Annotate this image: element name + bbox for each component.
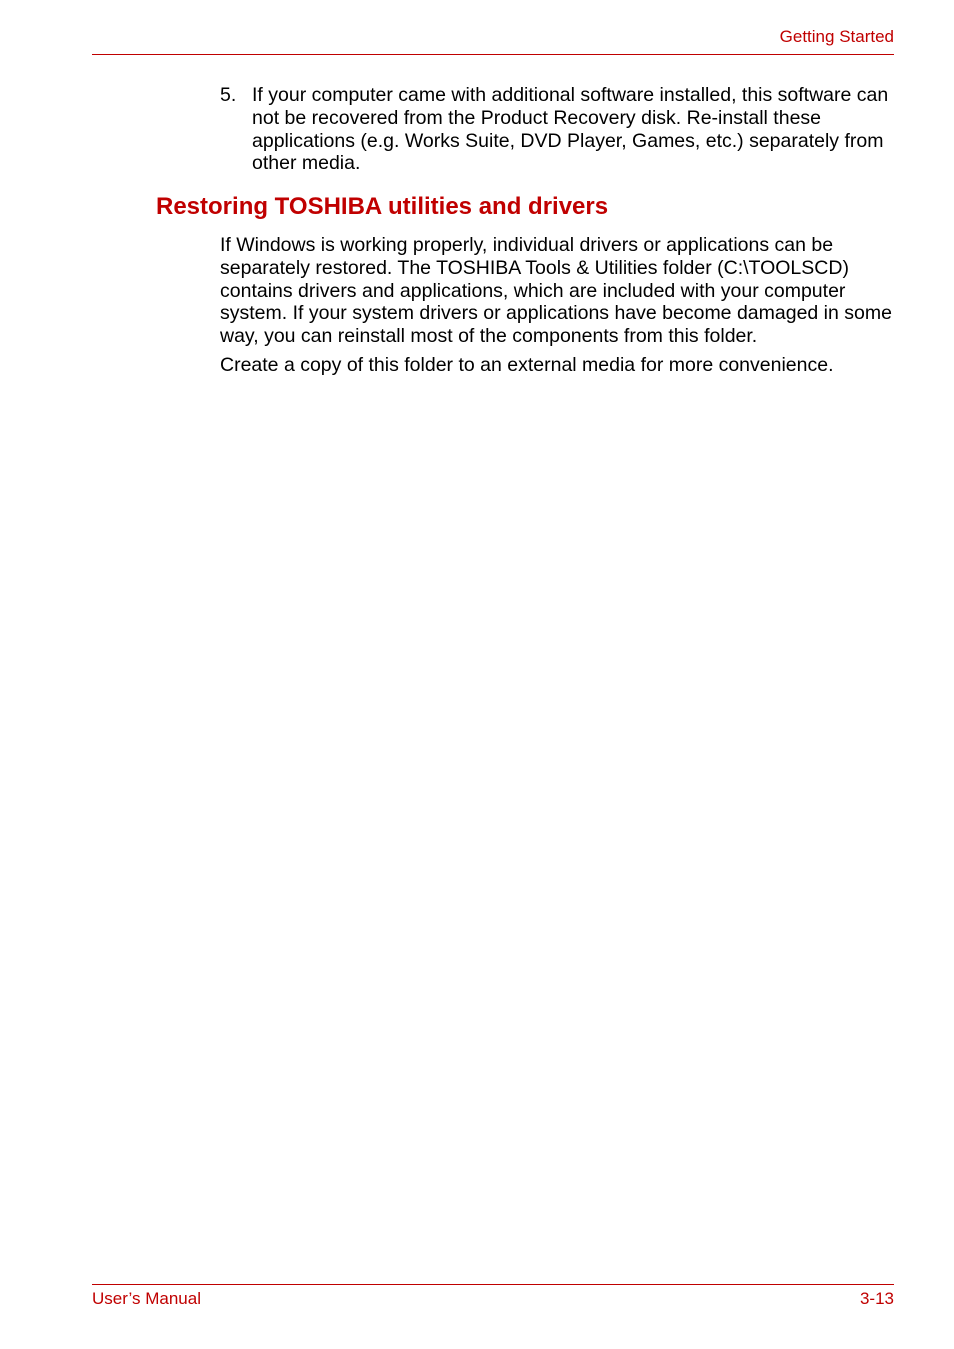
footer-divider: [92, 1284, 894, 1285]
section-heading: Restoring TOSHIBA utilities and drivers: [156, 193, 609, 220]
list-item-number: 5.: [220, 84, 237, 106]
header-divider: [92, 54, 894, 55]
body-paragraph: If Windows is working properly, individual drivers or applications can be separately restored. The TOSHIBA Tools & Utilities folder (C:\TOOLSCD) contains drivers and applications, which are included with your computer system. If your system drivers or applications have become damaged in some way, you can reinstall most of the components from this folder.: [220, 234, 892, 348]
body-paragraph: Create a copy of this folder to an external media for more convenience.: [220, 354, 834, 376]
header-section-title: Getting Started: [779, 27, 894, 46]
list-item-text: If your computer came with additional software installed, this software can not be recovered from the Product Recovery disk. Re-install these applications (e.g. Works Suite, DVD Player, Games, etc.) separately from other media.: [252, 84, 889, 175]
list-item: [220, 84, 900, 175]
footer-manual-title: User’s Manual: [92, 1289, 201, 1308]
page-number: 3-13: [859, 1289, 894, 1308]
